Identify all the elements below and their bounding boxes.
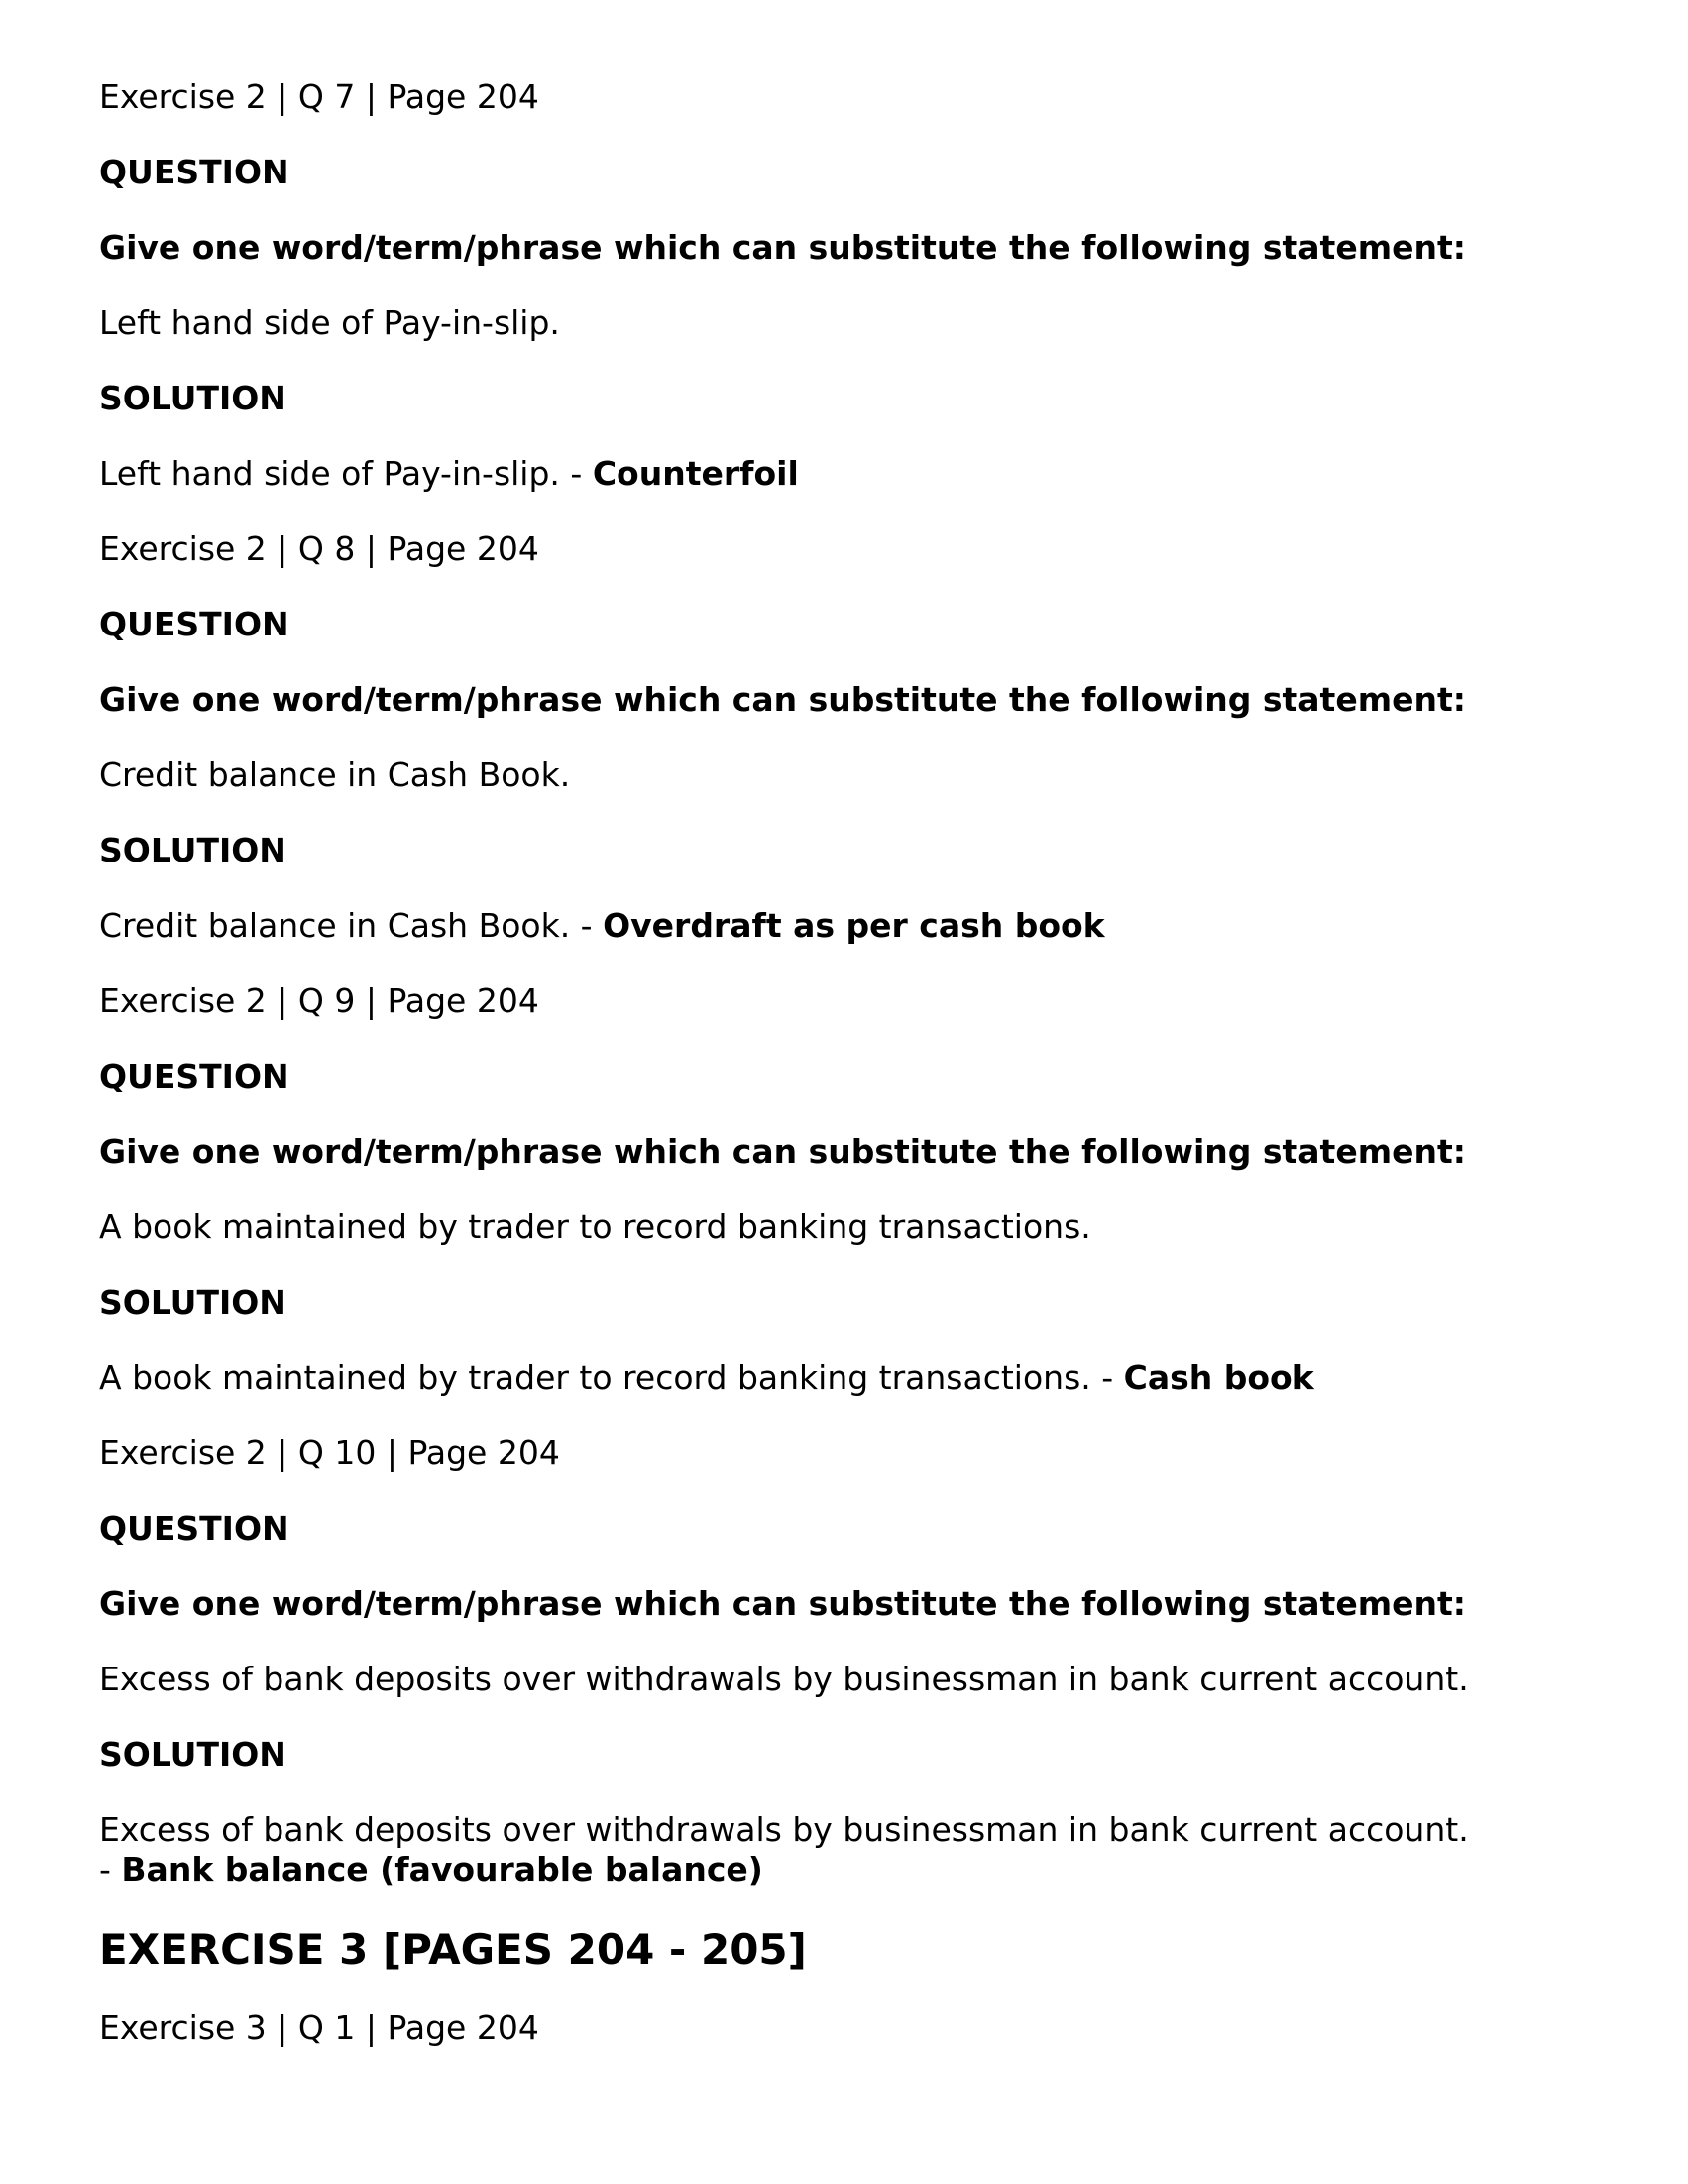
answer-prefix: A book maintained by trader to record banking transactions. - (99, 1358, 1124, 1397)
answer-prefix: Left hand side of Pay-in-slip. - (99, 454, 593, 493)
exercise-block (99, 1434, 1606, 1890)
question-reference: Exercise 2 | Q 7 | Page 204 (99, 77, 539, 116)
answer-dash: - (99, 1850, 122, 1889)
question-statement: Left hand side of Pay-in-slip. (99, 303, 560, 342)
solution-answer (99, 1810, 1606, 1890)
question-reference: Exercise 2 | Q 10 | Page 204 (99, 1434, 560, 1472)
section-heading: EXERCISE 3 [PAGES 204 - 205] (99, 1925, 807, 1974)
exercise-block (99, 529, 1606, 946)
question-statement: Excess of bank deposits over withdrawals by businessman in bank current account. (99, 1660, 1469, 1698)
answer-term: Cash book (1123, 1358, 1314, 1397)
solution-answer (99, 1358, 1606, 1398)
exercise-block (99, 77, 1606, 494)
question-reference: Exercise 3 | Q 1 | Page 204 (99, 2009, 539, 2047)
question-statement: A book maintained by trader to record banking transactions. (99, 1207, 1091, 1246)
answer-term: Counterfoil (592, 454, 799, 493)
document-page (99, 77, 1606, 2084)
solution-label: SOLUTION (99, 831, 286, 869)
question-label: QUESTION (99, 1057, 289, 1095)
solution-answer (99, 906, 1606, 946)
solution-label: SOLUTION (99, 1735, 286, 1774)
solution-label: SOLUTION (99, 1283, 286, 1322)
answer-prefix: Credit balance in Cash Book. - (99, 906, 604, 945)
solution-answer (99, 454, 1606, 494)
question-reference: Exercise 2 | Q 9 | Page 204 (99, 981, 539, 1020)
question-instruction: Give one word/term/phrase which can substitute the following statement: (99, 680, 1466, 719)
question-instruction: Give one word/term/phrase which can substitute the following statement: (99, 1584, 1466, 1623)
question-label: QUESTION (99, 605, 289, 643)
solution-label: SOLUTION (99, 379, 286, 417)
question-label: QUESTION (99, 153, 289, 191)
question-instruction: Give one word/term/phrase which can substitute the following statement: (99, 228, 1466, 267)
question-instruction: Give one word/term/phrase which can substitute the following statement: (99, 1132, 1466, 1171)
question-statement: Credit balance in Cash Book. (99, 755, 571, 794)
exercise-block (99, 981, 1606, 1398)
answer-prefix: Excess of bank deposits over withdrawals by businessman in bank current account. (99, 1810, 1469, 1849)
answer-term: Bank balance (favourable balance) (121, 1850, 763, 1889)
question-label: QUESTION (99, 1509, 289, 1548)
answer-term: Overdraft as per cash book (603, 906, 1105, 945)
question-reference: Exercise 2 | Q 8 | Page 204 (99, 529, 539, 568)
